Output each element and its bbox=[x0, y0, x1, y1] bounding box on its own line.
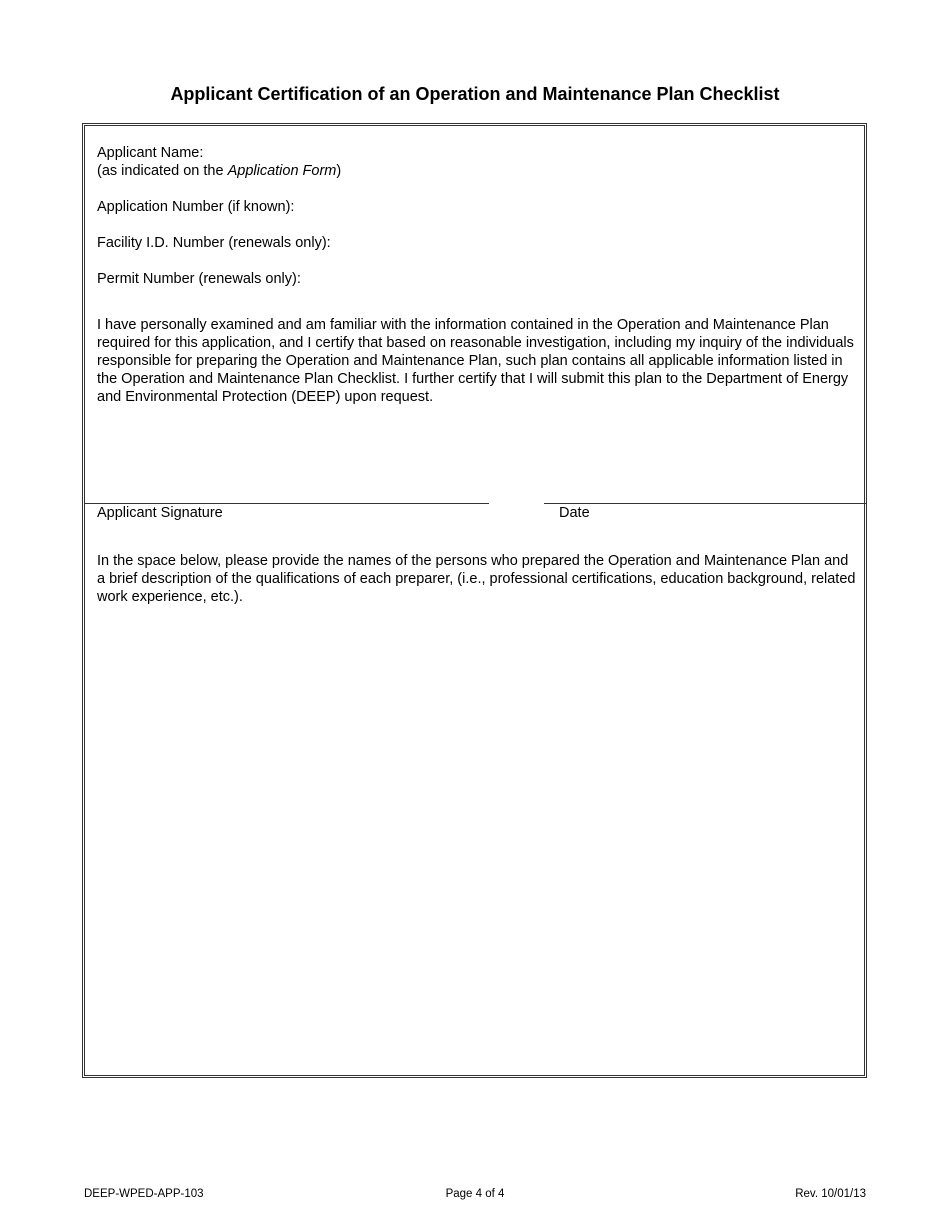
date-label: Date bbox=[559, 505, 590, 521]
applicant-name-hint bbox=[97, 162, 341, 180]
certification-statement: I have personally examined and am familiar with the information contained in the Operation and Maintenance Plan required for this application, and I certify that based on reasonable investigation, including my inquiry of the individuals responsible for preparing the Operation and Maintenance Plan, such plan contains all applicable information listed in the Operation and Maintenance Plan Checklist. I further certify that I will submit this plan to the Department of Energy and Environmental Protection (DEEP) upon request. bbox=[97, 317, 854, 405]
form-code: DEEP-WPED-APP-103 bbox=[84, 1188, 204, 1200]
revision-date: Rev. 10/01/13 bbox=[795, 1188, 866, 1200]
hint-suffix: ) bbox=[336, 163, 342, 179]
applicant-name-label: Applicant Name: bbox=[97, 145, 204, 161]
permit-number-label: Permit Number (renewals only): bbox=[97, 271, 301, 287]
page-number: Page 4 of 4 bbox=[445, 1188, 505, 1200]
application-number-label: Application Number (if known): bbox=[97, 199, 295, 215]
signature-label: Applicant Signature bbox=[97, 505, 223, 521]
hint-prefix: (as indicated on the bbox=[97, 163, 228, 179]
preparers-instructions: In the space below, please provide the names of the persons who prepared the Operation and Maintenance Plan and a brief description of the qualifications of each preparer, (i.e., professional certifications, education background, related work experience, etc.). bbox=[97, 553, 856, 605]
hint-italic: Application Form bbox=[227, 163, 337, 179]
facility-id-label: Facility I.D. Number (renewals only): bbox=[97, 235, 331, 251]
page-title: Applicant Certification of an Operation and Maintenance Plan Checklist bbox=[170, 84, 780, 104]
date-line[interactable] bbox=[544, 503, 866, 504]
